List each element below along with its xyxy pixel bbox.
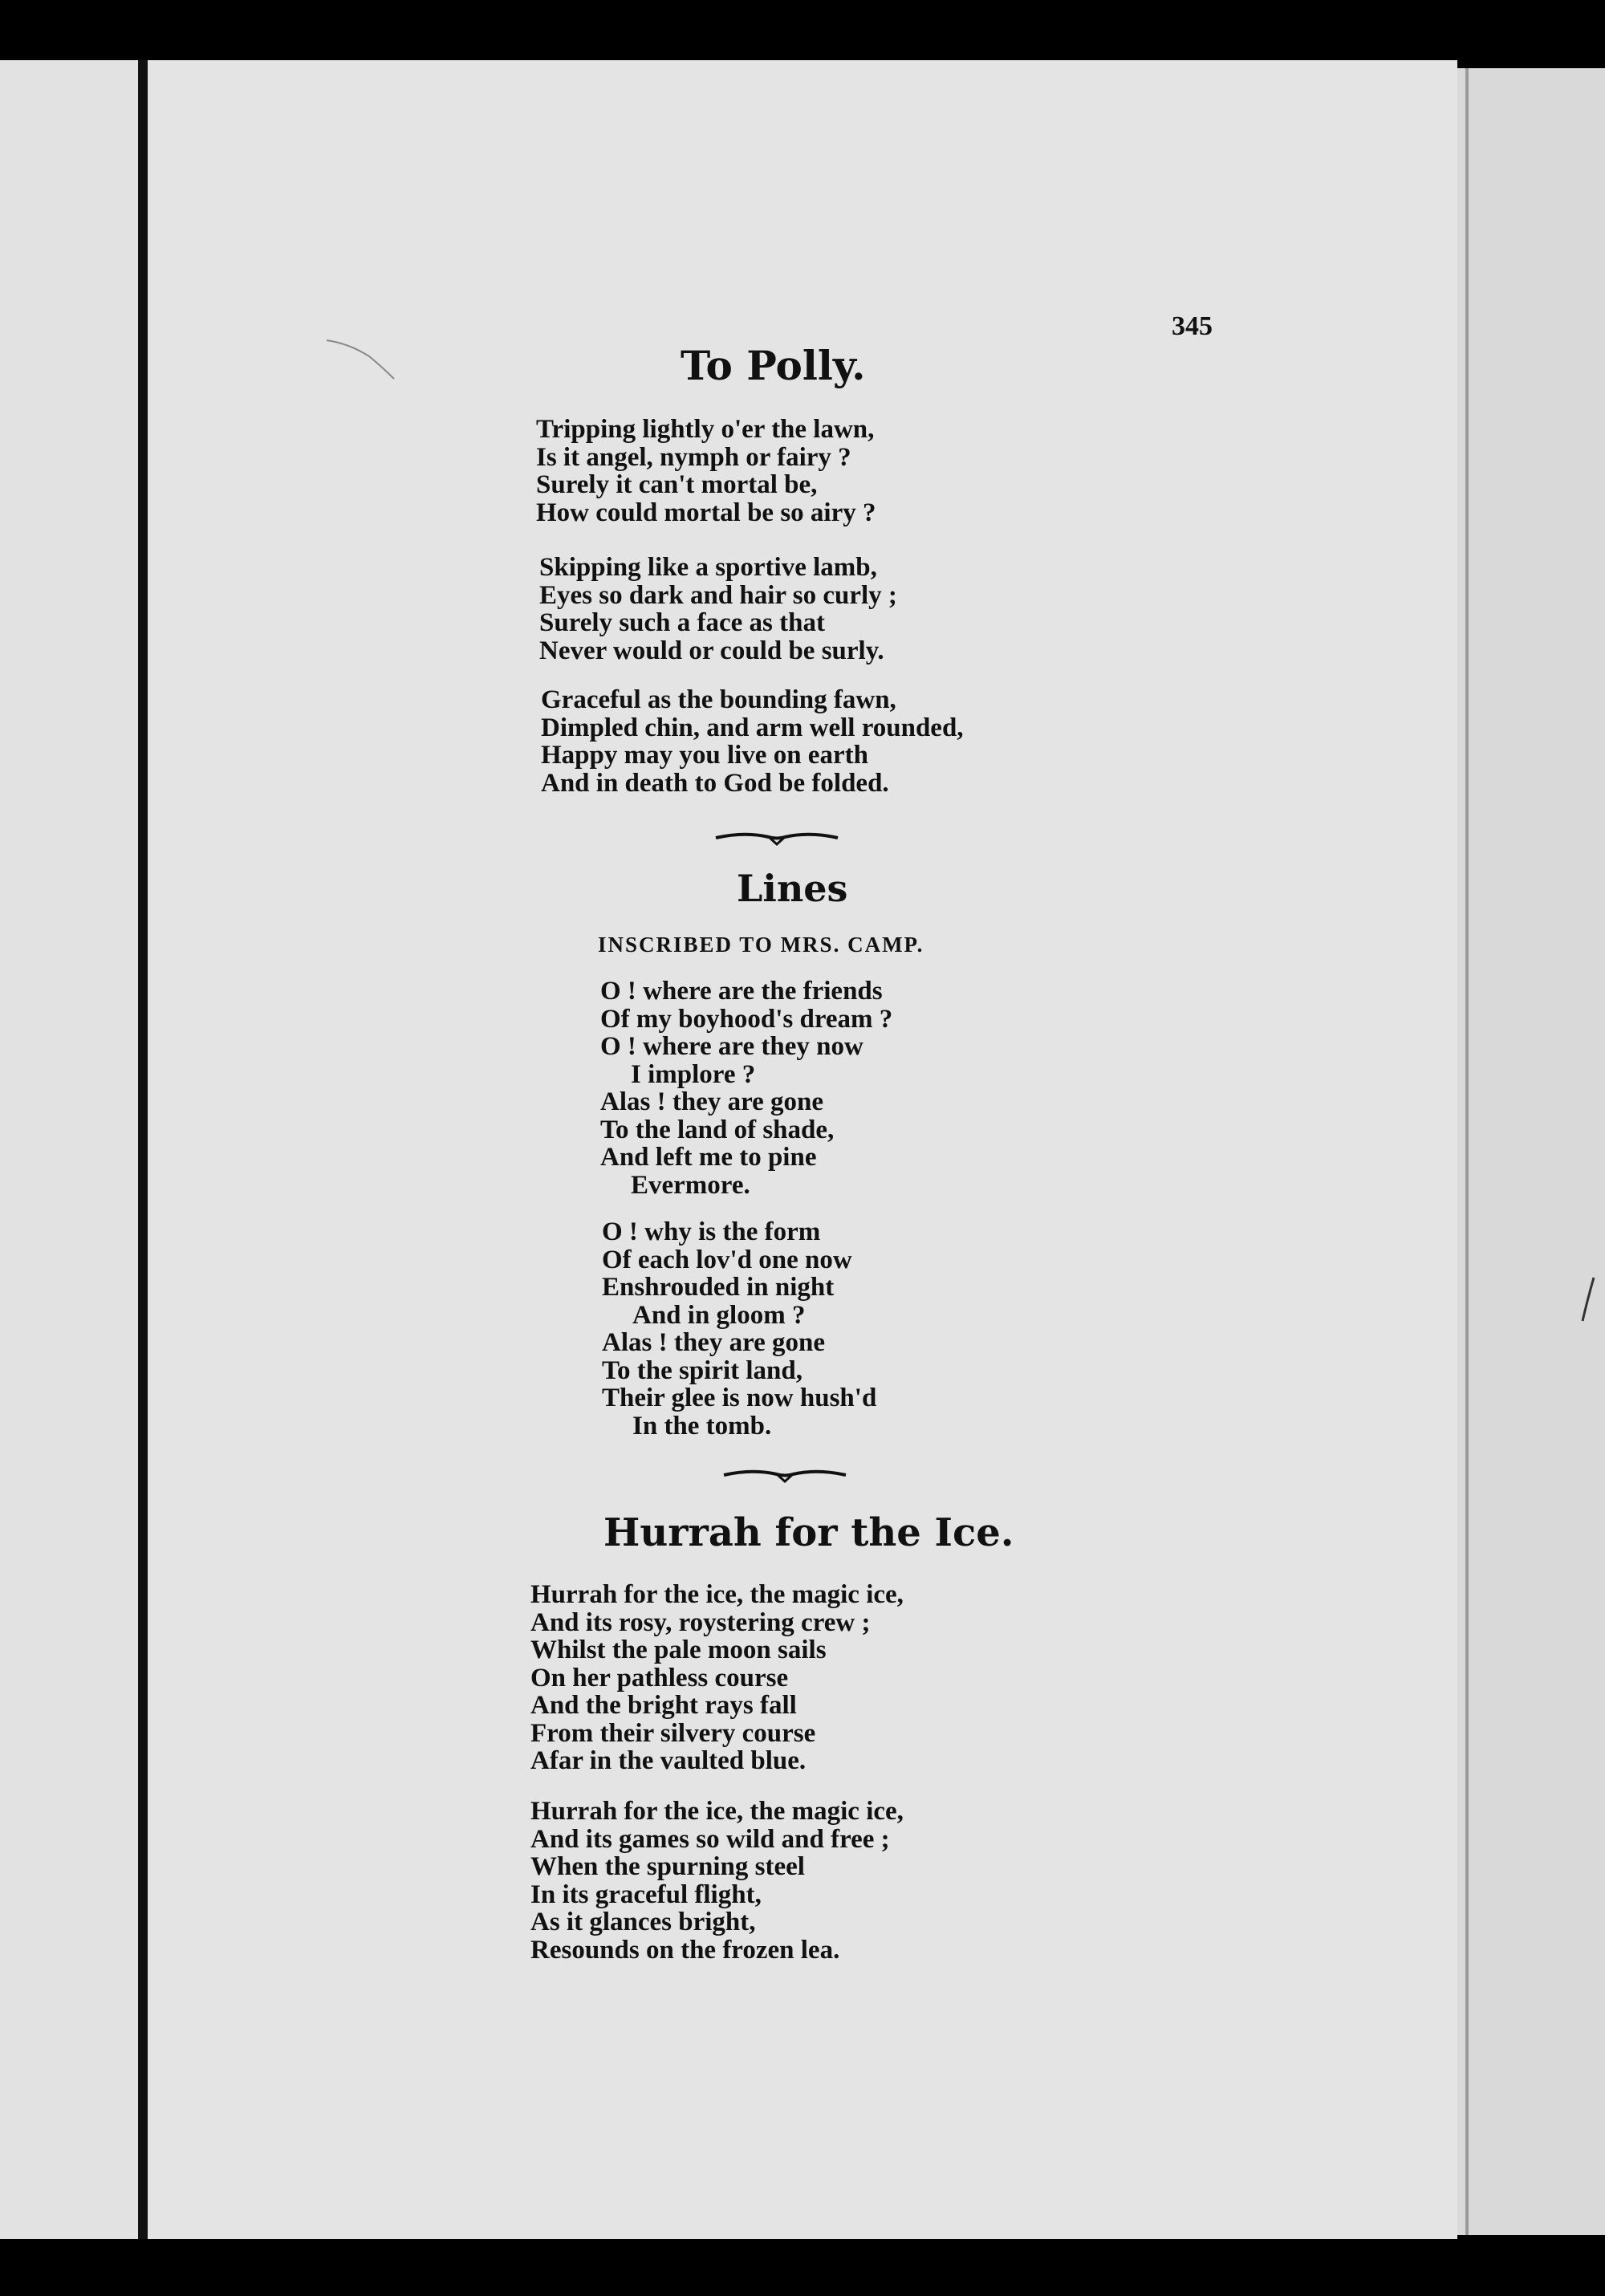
verse-line: Eyes so dark and hair so curly ;: [539, 580, 897, 610]
verse-line: Enshrouded in night: [602, 1273, 835, 1302]
verse-line: Happy may you live on earth: [541, 741, 868, 770]
verse-line: Surely such a face as that: [539, 608, 825, 637]
page-stack-edge: [1457, 68, 1605, 2235]
verse-line: Of each lov'd one now: [602, 1245, 852, 1274]
verse-line: Resounds on the frozen lea.: [530, 1935, 840, 1965]
verse-line: Of my boyhood's dream ?: [600, 1004, 893, 1034]
poem-stanza: [541, 686, 964, 797]
verse-line: In the tomb.: [632, 1411, 772, 1441]
verse-line: Tripping lightly o'er the lawn,: [536, 415, 875, 444]
verse-line: Their glee is now hush'd: [602, 1384, 877, 1412]
verse-line: Evermore.: [631, 1170, 750, 1200]
poem-title-lines: Lines: [737, 867, 848, 910]
verse-line: O ! where are the friends: [600, 977, 883, 1006]
verse-line: Afar in the vaulted blue.: [530, 1746, 807, 1775]
verse-line: And in gloom ?: [632, 1300, 806, 1330]
poem-title-hurrah-for-the-ice: Hurrah for the Ice.: [603, 1510, 1014, 1555]
verse-line: When the spurning steel: [530, 1852, 805, 1881]
verse-line: Never would or could be surly.: [539, 636, 884, 665]
verse-line: Alas ! they are gone: [600, 1087, 824, 1116]
poem-stanza: [530, 1581, 904, 1775]
verse-line: To the spirit land,: [602, 1355, 803, 1385]
scan-smudge-mark: [325, 335, 397, 384]
poem-stanza: [530, 1798, 904, 1964]
verse-line: And in death to God be folded.: [541, 768, 889, 798]
page-gutter-rule: [138, 60, 148, 2239]
poem-stanza: [536, 416, 876, 526]
verse-line: On her pathless course: [530, 1663, 789, 1693]
verse-line: Graceful as the bounding fawn,: [541, 685, 896, 714]
verse-line: Alas ! they are gone: [602, 1328, 826, 1357]
verse-line: And its games so wild and free ;: [530, 1824, 890, 1854]
page-number: 345: [1172, 311, 1213, 341]
poem-stanza: [600, 977, 892, 1199]
verse-line: Surely it can't mortal be,: [536, 470, 818, 499]
verse-line: I implore ?: [631, 1059, 756, 1089]
verse-line: As it glances bright,: [530, 1908, 756, 1936]
verse-line: Is it angel, nymph or fairy ?: [536, 442, 851, 472]
section-divider-ornament: [721, 1465, 849, 1485]
verse-line: To the land of shade,: [600, 1115, 835, 1144]
poem-subtitle: INSCRIBED TO MRS. CAMP.: [598, 933, 924, 957]
verse-line: Skipping like a sportive lamb,: [539, 553, 877, 582]
verse-line: And its rosy, roystering crew ;: [530, 1607, 871, 1637]
verse-line: O ! where are they now: [600, 1032, 863, 1061]
verse-line: And the bright rays fall: [530, 1691, 797, 1720]
verse-line: Hurrah for the ice, the magic ice,: [530, 1580, 904, 1609]
verse-line: In its graceful flight,: [530, 1879, 762, 1909]
section-divider-ornament: [713, 828, 841, 847]
verse-line: And left me to pine: [600, 1143, 817, 1172]
poem-title-to-polly: To Polly.: [681, 342, 866, 389]
facing-page-edge: [0, 60, 138, 2239]
verse-line: Dimpled chin, and arm well rounded,: [541, 713, 964, 742]
scan-smudge-mark: [1579, 1276, 1599, 1324]
poem-stanza: [539, 554, 897, 664]
verse-line: Whilst the pale moon sails: [530, 1636, 827, 1664]
poem-stanza: [602, 1218, 876, 1440]
verse-line: From their silvery course: [530, 1718, 816, 1748]
verse-line: Hurrah for the ice, the magic ice,: [530, 1797, 904, 1826]
page-edge-rule: [1465, 68, 1469, 2235]
verse-line: How could mortal be so airy ?: [536, 498, 876, 527]
verse-line: O ! why is the form: [602, 1217, 821, 1246]
